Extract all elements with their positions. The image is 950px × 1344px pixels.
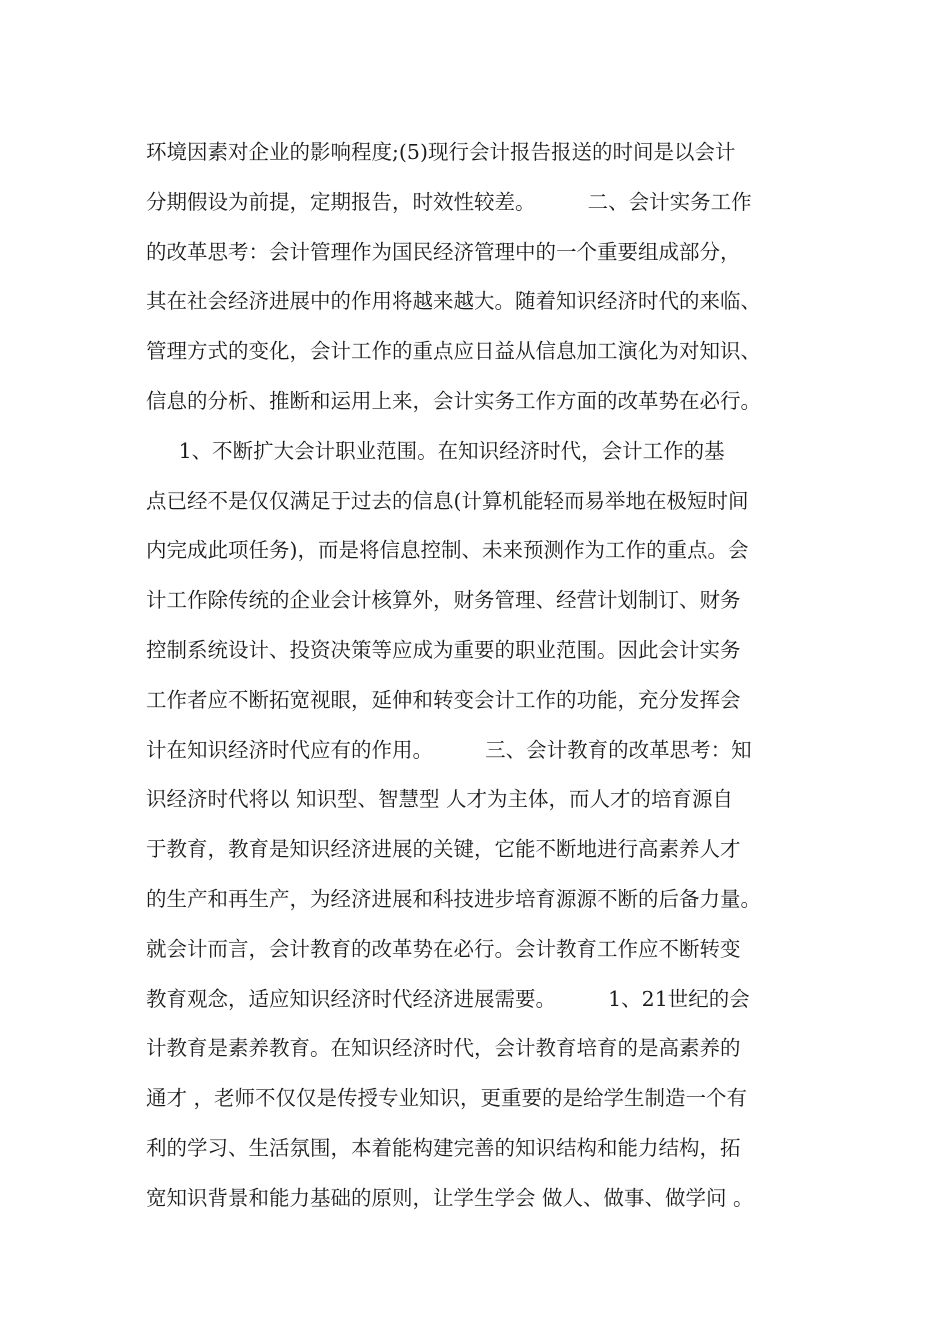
text-line: 宽知识背景和能力基础的原则，让学生学会 做人、做事、做学问 。: [146, 1185, 754, 1210]
text-line: 其在社会经济进展中的作用将越来越大。随着知识经济时代的来临、: [146, 289, 761, 314]
text-line: 信息的分析、推断和运用上来，会计实务工作方面的改革势在必行。: [146, 388, 761, 413]
text-line: 内完成此项任务)，而是将信息控制、未来预测作为工作的重点。会: [146, 538, 749, 563]
text-line: 就会计而言，会计教育的改革势在必行。会计教育工作应不断转变: [146, 936, 741, 961]
text-line: 计工作除传统的企业会计核算外，财务管理、经营计划制订、财务: [146, 588, 741, 613]
text-line: 分期假设为前提，定期报告，时效性较差。 二、会计实务工作: [146, 189, 752, 214]
text-line: 的生产和再生产，为经济进展和科技进步培育源源不断的后备力量。: [146, 886, 761, 911]
text-line: 环境因素对企业的影响程度;(5)现行会计报告报送的时间是以会计: [146, 140, 736, 164]
text-line: 计在知识经济时代应有的作用。 三、会计教育的改革思考：知: [146, 737, 752, 762]
text-line: 的改革思考：会计管理作为国民经济管理中的一个重要组成部分，: [146, 239, 741, 264]
text-line: 工作者应不断拓宽视眼，延伸和转变会计工作的功能，充分发挥会: [146, 687, 741, 712]
text-line: 利的学习、生活氛围，本着能构建完善的知识结构和能力结构，拓: [146, 1135, 741, 1160]
text-line: 控制系统设计、投资决策等应成为重要的职业范围。因此会计实务: [146, 637, 741, 662]
text-line: 1、不断扩大会计职业范围。在知识经济时代，会计工作的基: [146, 438, 725, 463]
text-line: 计教育是素养教育。在知识经济时代，会计教育培育的是高素养的: [146, 1036, 741, 1061]
text-line: 通才 ，老师不仅仅是传授专业知识，更重要的是给学生制造一个有: [146, 1086, 748, 1111]
text-line: 管理方式的变化，会计工作的重点应日益从信息加工演化为对知识、: [146, 339, 761, 364]
text-line: 教育观念，适应知识经济时代经济进展需要。 1、21世纪的会: [146, 986, 750, 1011]
text-line: 于教育，教育是知识经济进展的关键，它能不断地进行高素养人才: [146, 837, 741, 862]
text-line: 点已经不是仅仅满足于过去的信息(计算机能轻而易举地在极短时间: [146, 488, 749, 513]
body-text: [146, 128, 826, 1224]
text-line: 识经济时代将以 知识型、智慧型 人才为主体，而人才的培育源自: [146, 787, 734, 812]
